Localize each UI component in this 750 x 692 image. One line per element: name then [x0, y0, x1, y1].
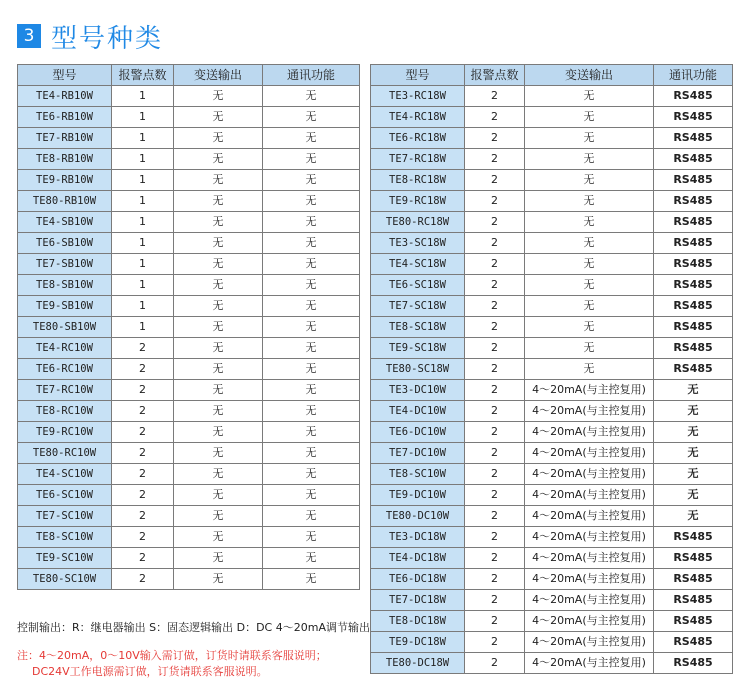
cell-communication: 无 — [263, 338, 360, 359]
cell-alarm-points: 2 — [465, 128, 525, 149]
table-row — [18, 380, 360, 401]
cell-alarm-points: 2 — [112, 422, 174, 443]
cell-transmit-output: 无 — [525, 170, 654, 191]
cell-alarm-points: 2 — [465, 569, 525, 590]
table-row — [18, 254, 360, 275]
section-number-badge: 3 — [17, 24, 41, 48]
header-alarm-points: 报警点数 — [465, 65, 525, 86]
cell-communication: 无 — [263, 170, 360, 191]
cell-alarm-points: 2 — [465, 212, 525, 233]
header-transmit-output: 变送输出 — [525, 65, 654, 86]
cell-communication: RS485 — [654, 86, 733, 107]
cell-alarm-points: 1 — [112, 86, 174, 107]
cell-communication: 无 — [263, 401, 360, 422]
cell-model: TE8-RC18W — [371, 170, 465, 191]
cell-transmit-output: 4～20mA(与主控复用) — [525, 380, 654, 401]
table-row — [371, 170, 733, 191]
cell-alarm-points: 2 — [465, 506, 525, 527]
cell-model: TE8-SC18W — [371, 317, 465, 338]
table-row — [18, 422, 360, 443]
cell-alarm-points: 2 — [112, 506, 174, 527]
table-row — [18, 275, 360, 296]
cell-communication: 无 — [263, 464, 360, 485]
cell-model: TE4-RC18W — [371, 107, 465, 128]
cell-alarm-points: 2 — [465, 170, 525, 191]
cell-transmit-output: 无 — [174, 170, 263, 191]
table-row — [371, 191, 733, 212]
cell-alarm-points: 2 — [112, 485, 174, 506]
cell-model: TE6-SC18W — [371, 275, 465, 296]
cell-alarm-points: 2 — [465, 548, 525, 569]
cell-transmit-output: 无 — [525, 317, 654, 338]
cell-transmit-output: 无 — [174, 401, 263, 422]
cell-alarm-points: 2 — [112, 548, 174, 569]
cell-alarm-points: 2 — [465, 338, 525, 359]
table-row — [18, 506, 360, 527]
cell-transmit-output: 无 — [525, 254, 654, 275]
cell-model: TE6-DC18W — [371, 569, 465, 590]
header-communication: 通讯功能 — [263, 65, 360, 86]
cell-communication: 无 — [263, 86, 360, 107]
cell-communication: 无 — [654, 401, 733, 422]
table-row — [18, 569, 360, 590]
cell-transmit-output: 无 — [174, 317, 263, 338]
cell-model: TE9-SC18W — [371, 338, 465, 359]
cell-alarm-points: 2 — [112, 527, 174, 548]
header-transmit-output: 变送输出 — [174, 65, 263, 86]
cell-communication: RS485 — [654, 569, 733, 590]
cell-transmit-output: 4～20mA(与主控复用) — [525, 485, 654, 506]
cell-communication: RS485 — [654, 149, 733, 170]
cell-model: TE4-DC10W — [371, 401, 465, 422]
cell-alarm-points: 2 — [465, 422, 525, 443]
cell-communication: 无 — [263, 233, 360, 254]
table-row — [371, 485, 733, 506]
header-model: 型号 — [18, 65, 112, 86]
cell-transmit-output: 4～20mA(与主控复用) — [525, 548, 654, 569]
cell-transmit-output: 4～20mA(与主控复用) — [525, 506, 654, 527]
cell-model: TE7-SB10W — [18, 254, 112, 275]
table-row — [18, 548, 360, 569]
cell-alarm-points: 1 — [112, 233, 174, 254]
cell-alarm-points: 2 — [465, 632, 525, 653]
cell-model: TE4-SC18W — [371, 254, 465, 275]
cell-transmit-output: 无 — [174, 548, 263, 569]
cell-model: TE80-RC18W — [371, 212, 465, 233]
cell-transmit-output: 无 — [174, 443, 263, 464]
cell-communication: RS485 — [654, 170, 733, 191]
cell-model: TE7-SC18W — [371, 296, 465, 317]
cell-model: TE6-DC10W — [371, 422, 465, 443]
cell-model: TE8-DC18W — [371, 611, 465, 632]
table-row — [371, 632, 733, 653]
cell-communication: RS485 — [654, 275, 733, 296]
cell-model: TE9-RC10W — [18, 422, 112, 443]
cell-transmit-output: 4～20mA(与主控复用) — [525, 443, 654, 464]
cell-model: TE9-SB10W — [18, 296, 112, 317]
cell-alarm-points: 1 — [112, 212, 174, 233]
cell-transmit-output: 无 — [525, 107, 654, 128]
cell-alarm-points: 2 — [465, 527, 525, 548]
cell-transmit-output: 无 — [174, 464, 263, 485]
cell-model: TE80-RB10W — [18, 191, 112, 212]
cell-communication: 无 — [263, 296, 360, 317]
cell-transmit-output: 无 — [174, 506, 263, 527]
table-row — [18, 359, 360, 380]
cell-alarm-points: 1 — [112, 107, 174, 128]
cell-alarm-points: 2 — [112, 569, 174, 590]
cell-alarm-points: 2 — [465, 149, 525, 170]
cell-communication: RS485 — [654, 653, 733, 674]
cell-alarm-points: 2 — [112, 401, 174, 422]
cell-alarm-points: 2 — [112, 464, 174, 485]
cell-model: TE6-RC10W — [18, 359, 112, 380]
cell-communication: 无 — [263, 275, 360, 296]
cell-transmit-output: 无 — [174, 107, 263, 128]
cell-alarm-points: 2 — [465, 296, 525, 317]
cell-communication: RS485 — [654, 107, 733, 128]
cell-communication: 无 — [263, 485, 360, 506]
table-row — [18, 464, 360, 485]
table-row — [371, 590, 733, 611]
cell-transmit-output: 无 — [525, 86, 654, 107]
table-row — [18, 401, 360, 422]
cell-model: TE9-DC18W — [371, 632, 465, 653]
cell-transmit-output: 无 — [174, 191, 263, 212]
header-model: 型号 — [371, 65, 465, 86]
cell-alarm-points: 2 — [112, 359, 174, 380]
cell-transmit-output: 无 — [174, 128, 263, 149]
cell-transmit-output: 无 — [174, 380, 263, 401]
table-row — [18, 485, 360, 506]
control-output-legend: 控制输出：R：继电器输出 S：固态逻辑输出 D：DC 4～20mA调节输出 — [17, 621, 370, 634]
cell-transmit-output: 4～20mA(与主控复用) — [525, 590, 654, 611]
cell-communication: 无 — [263, 254, 360, 275]
cell-communication: 无 — [263, 527, 360, 548]
table-row — [18, 86, 360, 107]
cell-alarm-points: 2 — [465, 86, 525, 107]
cell-alarm-points: 2 — [465, 611, 525, 632]
table-row — [18, 191, 360, 212]
cell-communication: 无 — [263, 191, 360, 212]
cell-model: TE4-SB10W — [18, 212, 112, 233]
table-row — [371, 464, 733, 485]
cell-alarm-points: 2 — [465, 401, 525, 422]
cell-communication: 无 — [654, 443, 733, 464]
header-communication: 通讯功能 — [654, 65, 733, 86]
cell-communication: 无 — [263, 380, 360, 401]
cell-communication: RS485 — [654, 632, 733, 653]
cell-alarm-points: 1 — [112, 191, 174, 212]
cell-communication: 无 — [654, 506, 733, 527]
cell-model: TE8-RC10W — [18, 401, 112, 422]
cell-model: TE3-DC10W — [371, 380, 465, 401]
cell-model: TE3-RC18W — [371, 86, 465, 107]
cell-communication: 无 — [263, 569, 360, 590]
cell-model: TE9-RC18W — [371, 191, 465, 212]
cell-model: TE9-SC10W — [18, 548, 112, 569]
cell-communication: RS485 — [654, 212, 733, 233]
cell-communication: RS485 — [654, 338, 733, 359]
cell-alarm-points: 2 — [112, 380, 174, 401]
table-row — [18, 296, 360, 317]
cell-communication: RS485 — [654, 527, 733, 548]
cell-communication: 无 — [263, 443, 360, 464]
cell-transmit-output: 无 — [525, 233, 654, 254]
cell-model: TE8-SB10W — [18, 275, 112, 296]
cell-model: TE8-SC10W — [371, 464, 465, 485]
table-row — [371, 548, 733, 569]
cell-communication: RS485 — [654, 359, 733, 380]
table-row — [18, 107, 360, 128]
cell-communication: 无 — [654, 422, 733, 443]
table-row — [371, 338, 733, 359]
table-row — [18, 317, 360, 338]
section-title — [17, 18, 163, 54]
table-row — [18, 527, 360, 548]
table-row — [18, 212, 360, 233]
cell-transmit-output: 无 — [174, 359, 263, 380]
cell-model: TE6-RB10W — [18, 107, 112, 128]
cell-communication: RS485 — [654, 611, 733, 632]
cell-alarm-points: 1 — [112, 254, 174, 275]
cell-communication: 无 — [263, 128, 360, 149]
cell-alarm-points: 1 — [112, 170, 174, 191]
cell-transmit-output: 4～20mA(与主控复用) — [525, 632, 654, 653]
cell-communication: RS485 — [654, 548, 733, 569]
cell-alarm-points: 2 — [465, 359, 525, 380]
cell-alarm-points: 1 — [112, 128, 174, 149]
cell-model: TE6-SB10W — [18, 233, 112, 254]
right-model-table — [370, 64, 733, 674]
table-row — [371, 611, 733, 632]
table-row — [371, 506, 733, 527]
cell-alarm-points: 2 — [465, 233, 525, 254]
cell-model: TE3-SC18W — [371, 233, 465, 254]
cell-communication: RS485 — [654, 590, 733, 611]
cell-communication: RS485 — [654, 233, 733, 254]
cell-alarm-points: 2 — [465, 107, 525, 128]
cell-transmit-output: 无 — [174, 296, 263, 317]
cell-alarm-points: 1 — [112, 296, 174, 317]
cell-transmit-output: 无 — [174, 569, 263, 590]
cell-model: TE4-RC10W — [18, 338, 112, 359]
cell-alarm-points: 2 — [465, 464, 525, 485]
table-row — [371, 149, 733, 170]
cell-alarm-points: 2 — [465, 653, 525, 674]
cell-transmit-output: 4～20mA(与主控复用) — [525, 569, 654, 590]
cell-alarm-points: 2 — [465, 443, 525, 464]
table-row — [18, 233, 360, 254]
table-row — [371, 296, 733, 317]
cell-model: TE7-RB10W — [18, 128, 112, 149]
table-row — [371, 275, 733, 296]
cell-transmit-output: 无 — [525, 128, 654, 149]
cell-transmit-output: 无 — [174, 254, 263, 275]
table-row — [371, 527, 733, 548]
cell-communication: 无 — [263, 359, 360, 380]
cell-model: TE9-RB10W — [18, 170, 112, 191]
cell-communication: RS485 — [654, 296, 733, 317]
cell-model: TE4-SC10W — [18, 464, 112, 485]
cell-model: TE4-RB10W — [18, 86, 112, 107]
table-row — [371, 653, 733, 674]
table-row — [371, 569, 733, 590]
table-row — [18, 170, 360, 191]
cell-alarm-points: 2 — [112, 338, 174, 359]
cell-model: TE7-RC10W — [18, 380, 112, 401]
cell-alarm-points: 1 — [112, 275, 174, 296]
cell-communication: 无 — [654, 464, 733, 485]
cell-alarm-points: 2 — [465, 317, 525, 338]
cell-model: TE9-DC10W — [371, 485, 465, 506]
table-row — [371, 317, 733, 338]
cell-transmit-output: 4～20mA(与主控复用) — [525, 527, 654, 548]
table-row — [371, 233, 733, 254]
cell-alarm-points: 1 — [112, 149, 174, 170]
cell-model: TE7-DC18W — [371, 590, 465, 611]
section-title-text: 型号种类 — [51, 23, 164, 54]
cell-communication: 无 — [263, 107, 360, 128]
cell-transmit-output: 无 — [525, 212, 654, 233]
cell-model: TE7-DC10W — [371, 443, 465, 464]
cell-model: TE8-SC10W — [18, 527, 112, 548]
cell-transmit-output: 无 — [174, 485, 263, 506]
cell-alarm-points: 2 — [465, 191, 525, 212]
cell-model: TE80-SB10W — [18, 317, 112, 338]
cell-communication: RS485 — [654, 317, 733, 338]
cell-model: TE4-DC18W — [371, 548, 465, 569]
table-header-row — [18, 65, 360, 86]
cell-model: TE80-SC10W — [18, 569, 112, 590]
table-row — [371, 359, 733, 380]
cell-model: TE80-SC18W — [371, 359, 465, 380]
cell-alarm-points: 2 — [112, 443, 174, 464]
cell-alarm-points: 2 — [465, 485, 525, 506]
cell-model: TE8-RB10W — [18, 149, 112, 170]
order-note-line-2: DC24V工作电源需订做，订货请联系客服说明。 — [32, 665, 268, 678]
table-row — [18, 149, 360, 170]
cell-model: TE6-RC18W — [371, 128, 465, 149]
cell-model: TE7-SC10W — [18, 506, 112, 527]
cell-transmit-output: 4～20mA(与主控复用) — [525, 401, 654, 422]
cell-transmit-output: 无 — [174, 149, 263, 170]
cell-transmit-output: 4～20mA(与主控复用) — [525, 464, 654, 485]
cell-model: TE80-RC10W — [18, 443, 112, 464]
table-row — [371, 380, 733, 401]
cell-transmit-output: 无 — [525, 359, 654, 380]
cell-transmit-output: 无 — [174, 233, 263, 254]
cell-model: TE7-RC18W — [371, 149, 465, 170]
cell-alarm-points: 2 — [465, 380, 525, 401]
cell-alarm-points: 2 — [465, 275, 525, 296]
table-row — [18, 338, 360, 359]
table-row — [371, 128, 733, 149]
cell-transmit-output: 无 — [525, 338, 654, 359]
cell-alarm-points: 2 — [465, 590, 525, 611]
table-row — [371, 86, 733, 107]
cell-communication: 无 — [263, 317, 360, 338]
cell-communication: 无 — [263, 422, 360, 443]
cell-model: TE6-SC10W — [18, 485, 112, 506]
cell-transmit-output: 4～20mA(与主控复用) — [525, 611, 654, 632]
cell-model: TE3-DC18W — [371, 527, 465, 548]
cell-communication: 无 — [263, 548, 360, 569]
cell-communication: 无 — [263, 149, 360, 170]
order-note-line-1: 注：4～20mA，0～10V输入需订做，订货时请联系客服说明； — [17, 649, 327, 662]
cell-transmit-output: 无 — [174, 338, 263, 359]
cell-communication: RS485 — [654, 191, 733, 212]
cell-transmit-output: 无 — [525, 275, 654, 296]
cell-alarm-points: 1 — [112, 317, 174, 338]
cell-communication: RS485 — [654, 254, 733, 275]
table-row — [371, 401, 733, 422]
cell-transmit-output: 无 — [525, 191, 654, 212]
left-model-table — [17, 64, 360, 590]
cell-transmit-output: 4～20mA(与主控复用) — [525, 653, 654, 674]
header-alarm-points: 报警点数 — [112, 65, 174, 86]
cell-transmit-output: 4～20mA(与主控复用) — [525, 422, 654, 443]
cell-alarm-points: 2 — [465, 254, 525, 275]
cell-communication: RS485 — [654, 128, 733, 149]
table-row — [371, 212, 733, 233]
table-row — [371, 422, 733, 443]
table-row — [371, 107, 733, 128]
cell-transmit-output: 无 — [525, 149, 654, 170]
cell-communication: 无 — [263, 506, 360, 527]
cell-communication: 无 — [263, 212, 360, 233]
table-row — [18, 128, 360, 149]
cell-transmit-output: 无 — [174, 527, 263, 548]
cell-transmit-output: 无 — [174, 86, 263, 107]
cell-model: TE80-DC18W — [371, 653, 465, 674]
table-row — [371, 254, 733, 275]
cell-transmit-output: 无 — [174, 275, 263, 296]
cell-transmit-output: 无 — [525, 296, 654, 317]
table-row — [18, 443, 360, 464]
cell-transmit-output: 无 — [174, 422, 263, 443]
cell-transmit-output: 无 — [174, 212, 263, 233]
cell-communication: 无 — [654, 380, 733, 401]
table-row — [371, 443, 733, 464]
table-header-row — [371, 65, 733, 86]
cell-communication: 无 — [654, 485, 733, 506]
cell-model: TE80-DC10W — [371, 506, 465, 527]
